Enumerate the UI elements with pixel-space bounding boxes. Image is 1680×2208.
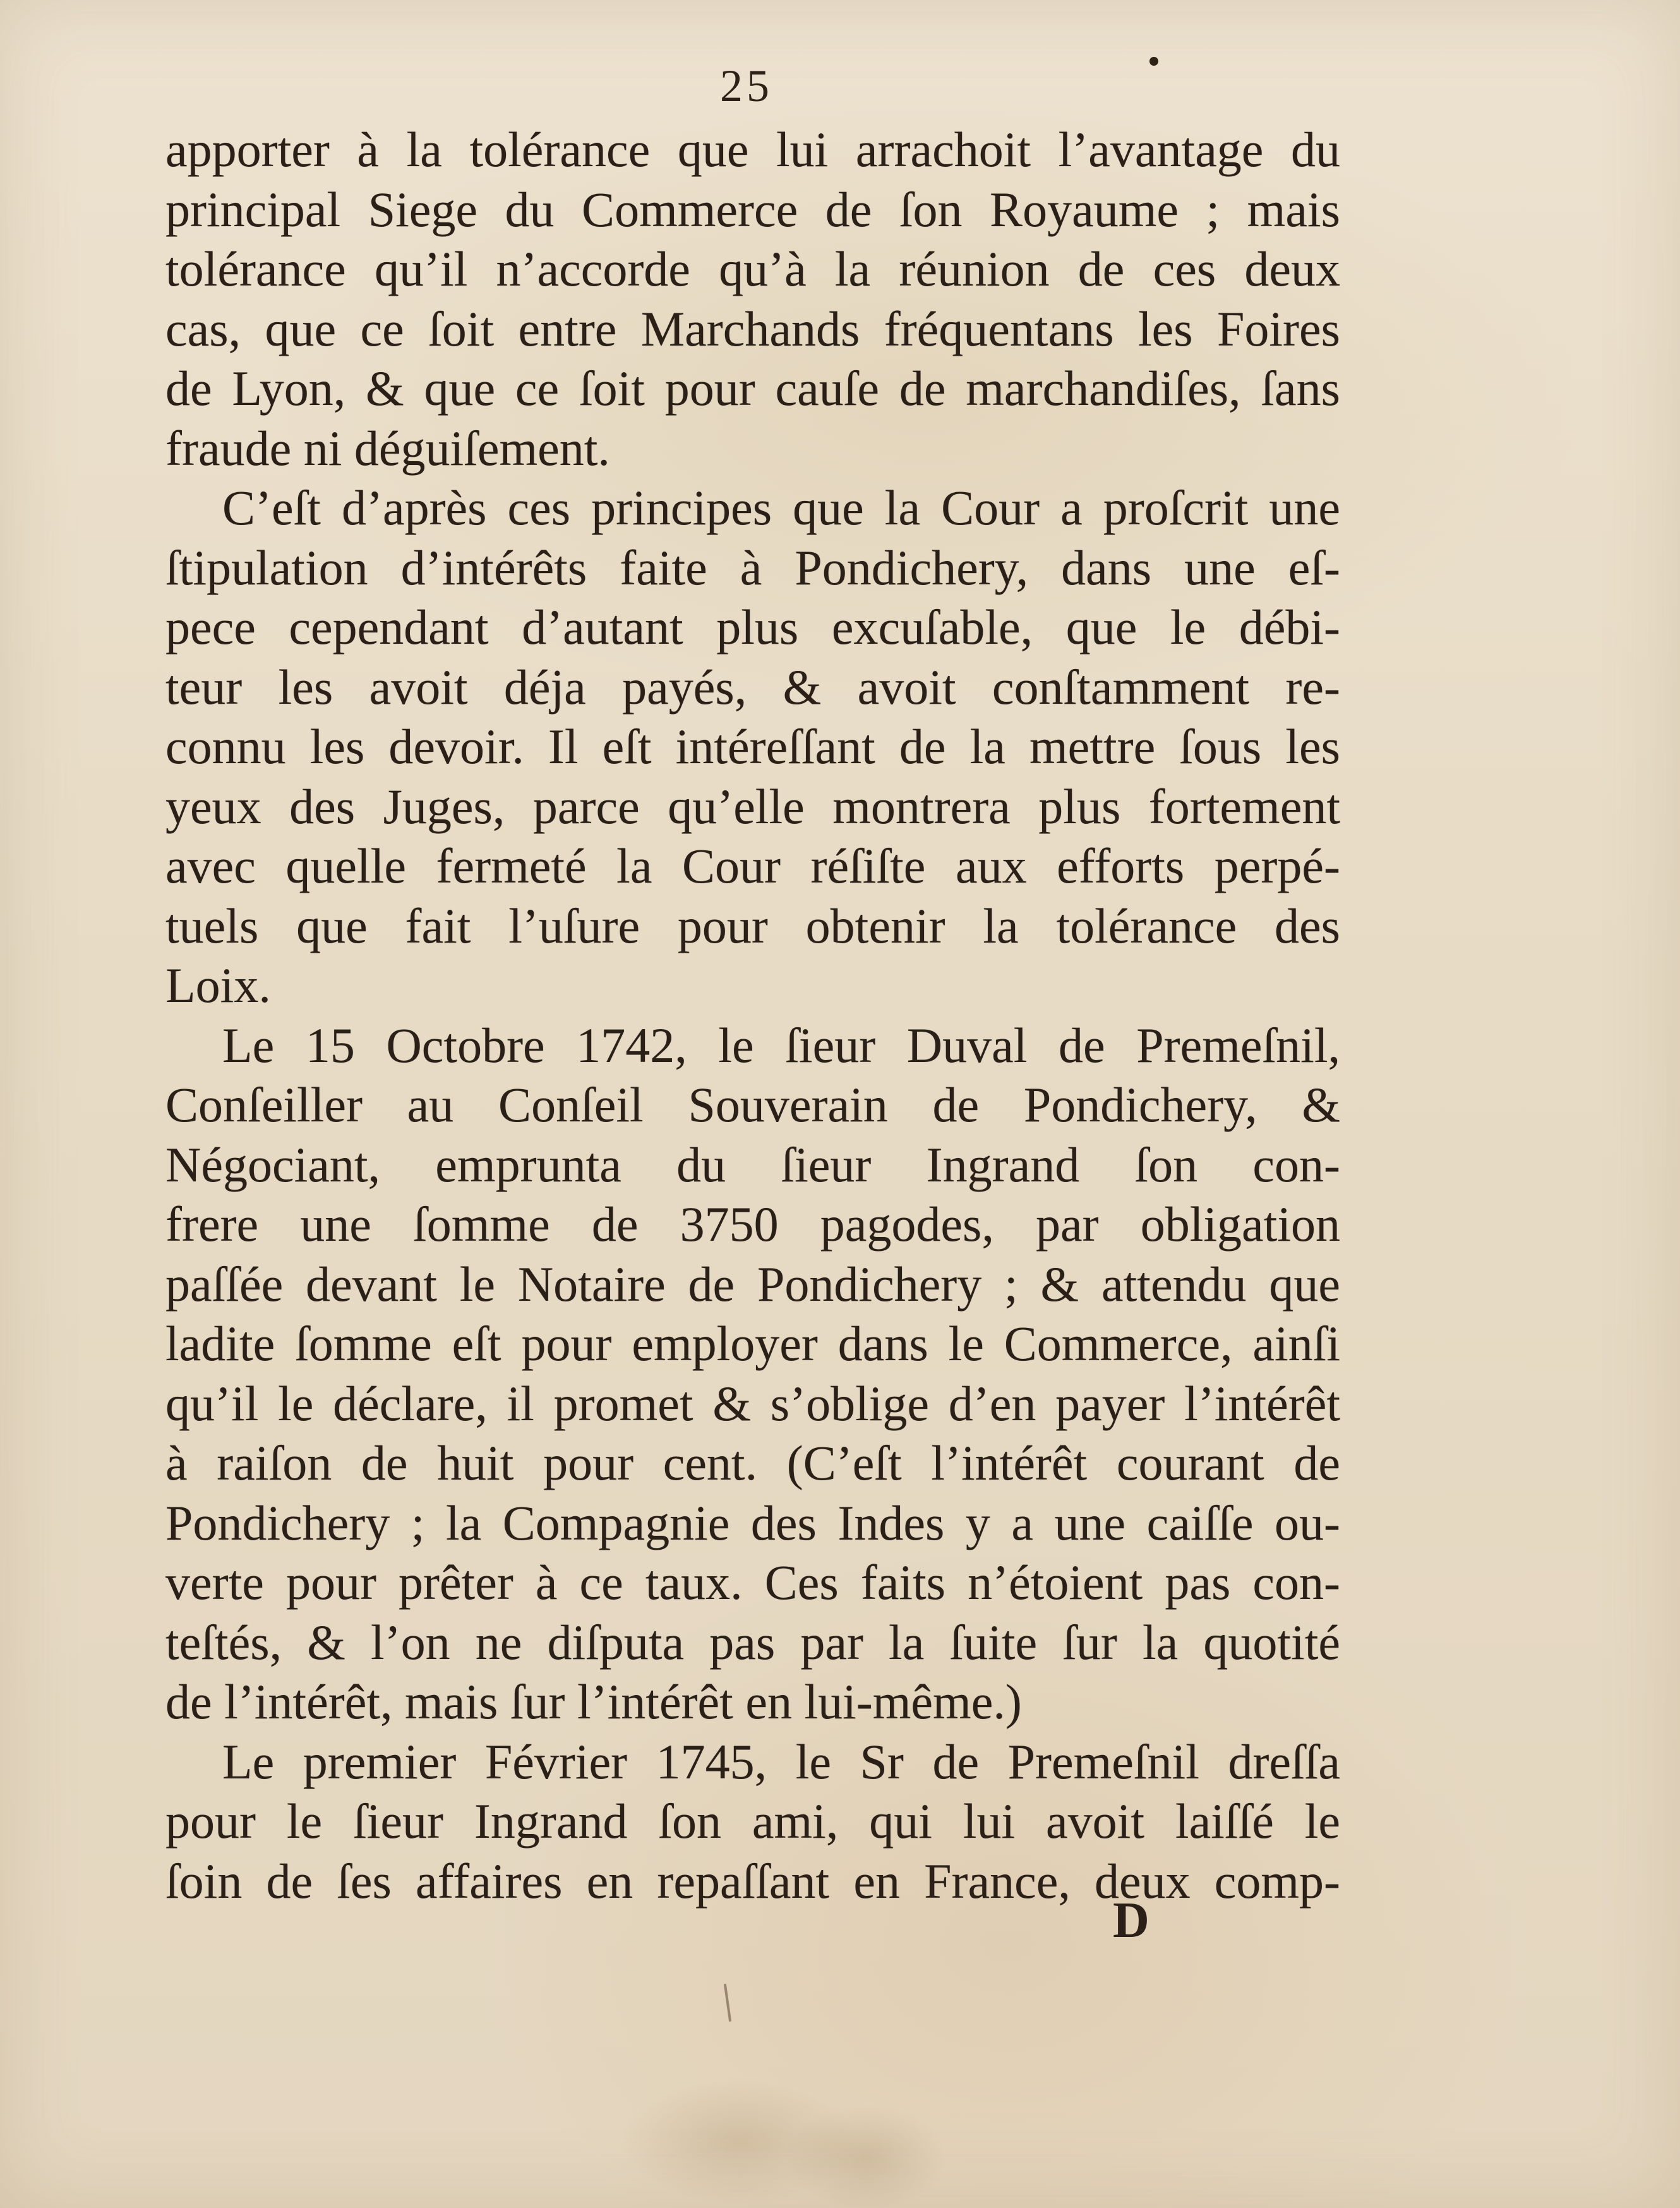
- text-line: pece cependant d’autant plus excuſable, que le débi-: [165, 600, 1340, 655]
- text-line: Pondichery ; la Compagnie des Indes y a une caiſſe ou-: [165, 1495, 1340, 1550]
- text-line: ladite ſomme eſt pour employer dans le Commerce, ainſi: [165, 1316, 1340, 1371]
- text-line: C’eſt d’après ces principes que la Cour a proſcrit une: [222, 480, 1340, 535]
- text-line: de l’intérêt, mais ſur l’intérêt en lui-même.): [165, 1674, 1022, 1729]
- text-line: frere une ſomme de 3750 pagodes, par obligation: [165, 1197, 1340, 1252]
- text-line: Négociant, emprunta du ſieur Ingrand ſon con-: [165, 1137, 1340, 1192]
- text-line: Loix.: [165, 958, 271, 1013]
- text-line: avec quelle fermeté la Cour réſiſte aux efforts perpé-: [165, 838, 1340, 893]
- text-line: à raiſon de huit pour cent. (C’eſt l’intérêt courant de: [165, 1435, 1340, 1490]
- text-line: fraude ni déguiſement.: [165, 420, 610, 476]
- paper-stain: [783, 2104, 947, 2208]
- text-line: paſſée devant le Notaire de Pondichery ; & attendu que: [165, 1256, 1340, 1312]
- text-line: Conſeiller au Conſeil Souverain de Pondichery, &: [165, 1077, 1340, 1132]
- text-line: de Lyon, & que ce ſoit pour cauſe de marchandiſes, ſans: [165, 361, 1340, 416]
- text-line: Le 15 Octobre 1742, le ſieur Duval de Premeſnil,: [222, 1017, 1340, 1073]
- text-line: connu les devoir. Il eſt intéreſſant de la mettre ſous les: [165, 719, 1340, 774]
- text-line: verte pour prêter à ce taux. Ces faits n’étoient pas con-: [165, 1555, 1340, 1610]
- text-line: tuels que fait l’uſure pour obtenir la tolérance des: [165, 898, 1340, 953]
- body-text: [165, 120, 1340, 1911]
- ink-dot: [1149, 57, 1158, 66]
- text-line: teſtés, & l’on ne diſputa pas par la ſuite ſur la quotité: [165, 1614, 1340, 1670]
- text-line: tolérance qu’il n’accorde qu’à la réunion de ces deux: [165, 241, 1340, 296]
- ink-mark: [724, 1984, 731, 2022]
- text-line: principal Siege du Commerce de ſon Royaume ; mais: [165, 181, 1340, 237]
- text-line: apporter à la tolérance que lui arrachoit l’avantage du: [165, 122, 1340, 177]
- text-line: yeux des Juges, parce qu’elle montrera plus fortement: [165, 778, 1340, 834]
- text-line: cas, que ce ſoit entre Marchands fréquentans les Foires: [165, 301, 1340, 356]
- text-line: qu’il le déclare, il promet & s’oblige d’en payer l’intérêt: [165, 1375, 1340, 1431]
- text-line: teur les avoit déja payés, & avoit conſtamment re-: [165, 659, 1340, 715]
- text-line: Le premier Février 1745, le Sr de Premeſnil dreſſa: [222, 1734, 1340, 1789]
- catchword: D: [1113, 1893, 1149, 1948]
- page-number: 25: [720, 61, 773, 111]
- text-line: pour le ſieur Ingrand ſon ami, qui lui avoit laiſſé le: [165, 1794, 1340, 1849]
- text-line: ſoin de ſes affaires en repaſſant en France, deux comp-: [165, 1853, 1340, 1909]
- text-line: ſtipulation d’intérêts faite à Pondichery, dans une eſ-: [165, 540, 1340, 595]
